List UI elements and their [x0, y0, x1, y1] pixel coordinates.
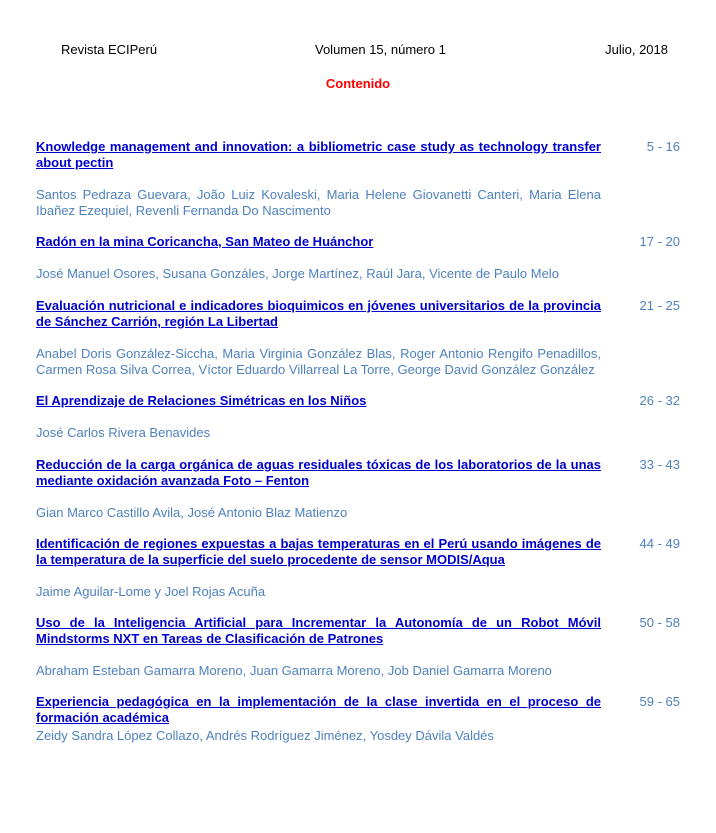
article-authors: Abraham Esteban Gamarra Moreno, Juan Gamarra Moreno, Job Daniel Gamarra Moreno — [36, 663, 552, 678]
article-title-link[interactable]: Reducción de la carga orgánica de aguas residuales tóxicas de los laboratorios de la unas mediante oxidación avanzada Foto – Fenton — [36, 457, 601, 488]
article-title-link[interactable]: Radón en la mina Coricancha, San Mateo de Huánchor — [36, 234, 374, 249]
article-authors: Gian Marco Castillo Avila, José Antonio Blaz Matienzo — [36, 505, 348, 520]
article-title-link[interactable]: Knowledge management and innovation: a bibliometric case study as technology transfer about pectin — [36, 139, 601, 170]
toc-entry — [36, 393, 678, 441]
toc-entry — [36, 298, 678, 378]
article-authors: Santos Pedraza Guevara, João Luiz Kovaleski, Maria Helene Giovanetti Canteri, Maria Elena Ibañez Ezequiel, Revenli Fernanda Do Nascimento — [36, 187, 601, 218]
table-of-contents — [36, 139, 678, 744]
toc-entry — [36, 694, 678, 744]
page-range: 33 - 43 — [639, 457, 680, 472]
page-range: 5 - 16 — [646, 139, 680, 154]
toc-entry — [36, 234, 678, 282]
article-authors: José Manuel Osores, Susana Gonzáles, Jorge Martínez, Raúl Jara, Vicente de Paulo Melo — [36, 266, 559, 281]
page-range: 17 - 20 — [639, 234, 680, 249]
toc-entry — [36, 139, 678, 219]
issue-date: Julio, 2018 — [605, 42, 668, 57]
contents-heading: Contenido — [325, 76, 391, 91]
article-title-link[interactable]: Identificación de regiones expuestas a bajas temperaturas en el Perú usando imágenes de la temperatura de la superficie del suelo procedente de sensor MODIS/Aqua — [36, 536, 601, 567]
page-range: 44 - 49 — [639, 536, 680, 551]
page-range: 50 - 58 — [639, 615, 680, 630]
journal-name: Revista ECIPerú — [61, 42, 158, 57]
toc-entry — [36, 457, 678, 521]
article-authors: Jaime Aguilar-Lome y Joel Rojas Acuña — [36, 584, 266, 599]
article-title-link[interactable]: El Aprendizaje de Relaciones Simétricas en los Niños — [36, 393, 367, 408]
article-authors: Anabel Doris González-Siccha, Maria Virginia González Blas, Roger Antonio Rengifo Penadillos, Carmen Rosa Silva Correa, Víctor Eduardo Villarreal La Torre, George David González González — [36, 346, 601, 377]
article-title-link[interactable]: Uso de la Inteligencia Artificial para Incrementar la Autonomía de un Robot Móvil Mindstorms NXT en Tareas de Clasificación de Patrones — [36, 615, 601, 646]
volume-number: Volumen 15, número 1 — [315, 42, 446, 57]
article-title-link[interactable]: Experiencia pedagógica en la implementación de la clase invertida en el proceso de formación académica — [36, 694, 601, 725]
page-range: 21 - 25 — [639, 298, 680, 313]
page-range: 59 - 65 — [639, 694, 680, 709]
toc-entry — [36, 615, 678, 679]
article-title-link[interactable]: Evaluación nutricional e indicadores bioquimicos en jóvenes universitarios de la provincia de Sánchez Carrión, región La Libertad — [36, 298, 601, 329]
page-header — [0, 42, 716, 60]
article-authors: José Carlos Rivera Benavides — [36, 425, 211, 440]
toc-entry — [36, 536, 678, 600]
page-range: 26 - 32 — [639, 393, 680, 408]
article-authors: Zeidy Sandra López Collazo, Andrés Rodríguez Jiménez, Yosdey Dávila Valdés — [36, 728, 494, 743]
